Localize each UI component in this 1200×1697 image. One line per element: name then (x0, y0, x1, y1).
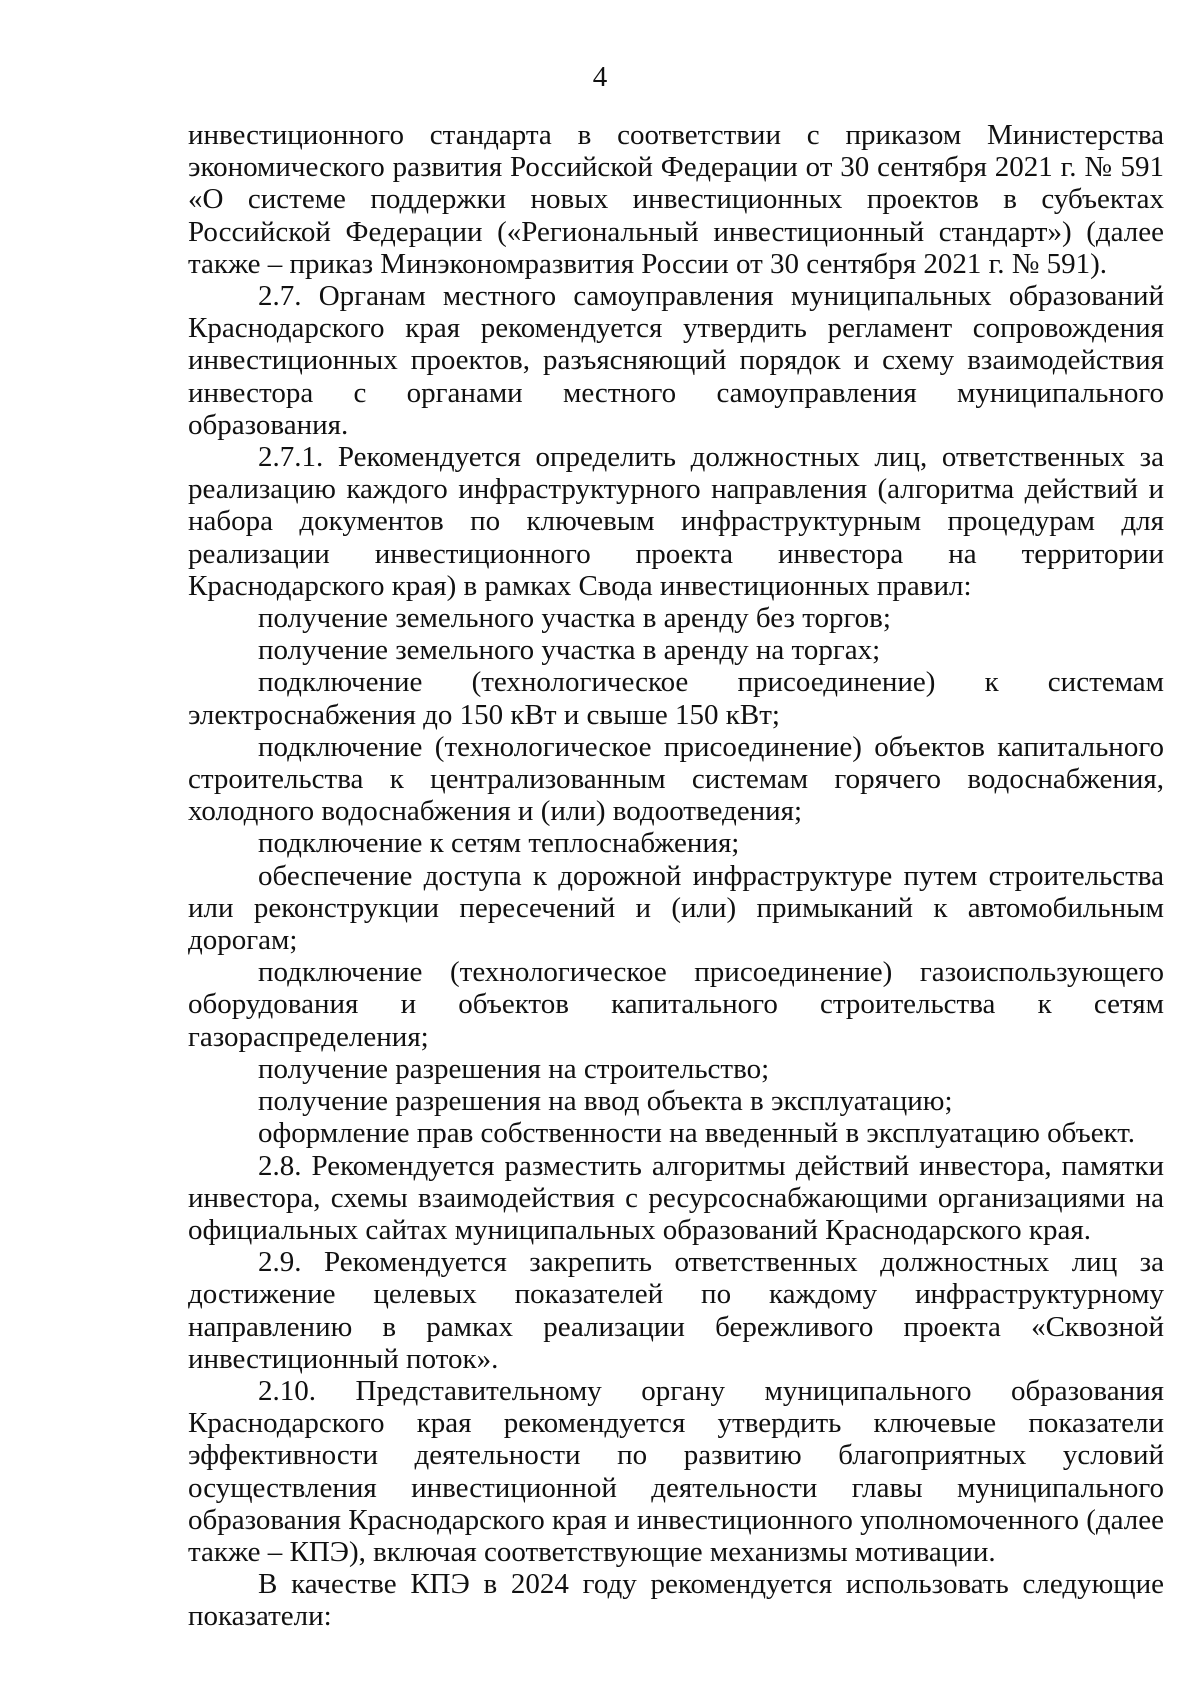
paragraph-2-7: 2.7. Органам местного самоуправления муниципальных образований Краснодарского края рекомендуется утвердить регламент сопровождения инвестиционных проектов, разъясняющий порядок и схему взаимодействия инвестора с органами местного самоуправления муниципального образования. (188, 280, 1164, 441)
document-body (188, 119, 1164, 1633)
list-item-power-connection: подключение (технологическое присоединение) к системам электроснабжения до 150 кВт и свыше 150 кВт; (188, 666, 1164, 731)
paragraph-2-7-1: 2.7.1. Рекомендуется определить должностных лиц, ответственных за реализацию каждого инфраструктурного направления (алгоритма действий и набора документов по ключевым инфраструктурным процедурам для реализации инвестиционного проекта инвестора на территории Краснодарского края) в рамках Свода инвестиционных правил: (188, 441, 1164, 602)
list-item-land-lease-auction: получение земельного участка в аренду на торгах; (258, 634, 881, 667)
paragraph-2-9: 2.9. Рекомендуется закрепить ответственных должностных лиц за достижение целевых показателей по каждому инфраструктурному направлению в рамках реализации бережливого проекта «Сквозной инвестиционный поток». (188, 1246, 1164, 1375)
list-item-heat-connection: подключение к сетям теплоснабжения; (258, 827, 740, 860)
paragraph-2-8: 2.8. Рекомендуется разместить алгоритмы действий инвестора, памятки инвестора, схемы взаимодействия с ресурсоснабжающими организациями на официальных сайтах муниципальных образований Краснодарского края. (188, 1149, 1164, 1246)
paragraph-2-10: 2.10. Представительному органу муниципального образования Краснодарского края рекомендуется утвердить ключевые показатели эффективности деятельности по развитию благоприятных условий осуществления инвестиционной деятельности главы муниципального образования Краснодарского края и инвестиционного уполномоченного (далее также – КПЭ), включая соответствующие механизмы мотивации. (188, 1374, 1164, 1568)
list-item-building-permit: получение разрешения на строительство; (258, 1052, 770, 1085)
list-item-commissioning-permit: получение разрешения на ввод объекта в эксплуатацию; (258, 1085, 953, 1118)
list-item-land-lease-no-auction: получение земельного участка в аренду без торгов; (258, 602, 891, 635)
paragraph-standard-reference: инвестиционного стандарта в соответствии с приказом Министерства экономического развития Российской Федерации от 30 сентября 2021 г. № 591 «О системе поддержки новых инвестиционных проектов в субъектах Российской Федерации («Региональный инвестиционный стандарт») (далее также – приказ Минэкономразвития России от 30 сентября 2021 г. № 591). (188, 119, 1164, 280)
list-item-gas-connection: подключение (технологическое присоединение) газоиспользующего оборудования и объектов капитального строительства к сетям газораспределения; (188, 956, 1164, 1053)
list-item-road-access: обеспечение доступа к дорожной инфраструктуре путем строительства или реконструкции пересечений и (или) примыканий к автомобильным дорогам; (188, 859, 1164, 957)
list-item-ownership-registration: оформление прав собственности на введенный в эксплуатацию объект. (258, 1117, 1136, 1150)
page-number: 4 (592, 61, 608, 93)
paragraph-kpi-2024: В качестве КПЭ в 2024 году рекомендуется использовать следующие показатели: (188, 1568, 1164, 1633)
list-item-water-connection: подключение (технологическое присоединение) объектов капитального строительства к централизованным системам горячего водоснабжения, холодного водоснабжения и (или) водоотведения; (188, 730, 1164, 828)
